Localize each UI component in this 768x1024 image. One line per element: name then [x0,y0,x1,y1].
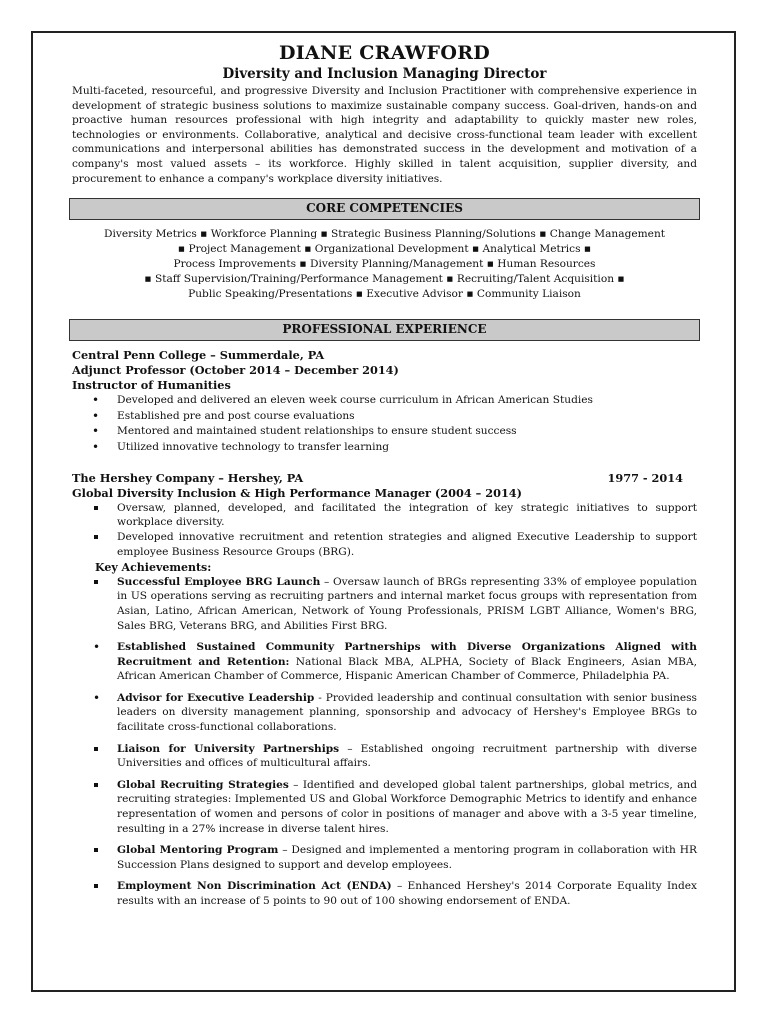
job-header-row [72,471,697,486]
list-item: • Established pre and post course evaluations [72,409,697,425]
job-role: Global Diversity Inclusion & High Performance Manager (2004 – 2014) [72,485,523,500]
job-central-penn [72,348,697,455]
candidate-title: Diversity and Inclusion Managing Director [222,66,547,82]
competency-line: Process Improvements ▪ Diversity Planning/Management ▪ Human Resources [173,258,596,271]
list-item: Oversaw, planned, developed, and facilitated the integration of key strategic initiatives to support workplace diversity. [72,501,697,531]
achievement-separator: - [314,691,326,704]
achievement-item [72,843,697,872]
achievement-item [72,640,697,684]
competency-line: Diversity Metrics ▪ Workforce Planning ▪ Strategic Business Planning/Solutions ▪ Change Management [103,228,666,241]
achievement-text: Enhanced Hershey's 2014 Corporate Equality Index results with an increase of 5 points to 90 out of 100 showing endorsement of ENDA. [117,880,697,907]
achievement-item [72,575,697,633]
competencies-list [72,227,697,302]
job-hershey [72,471,697,909]
achievement-title: Liaison for University Partnerships [117,742,340,755]
achievement-separator: – [339,742,361,755]
achievement-title: Employment Non Discrimination Act (ENDA) [117,880,392,893]
key-achievements-label: Key Achievements: [95,560,212,574]
job-role: Adjunct Professor (October 2014 – December 2014) [72,363,399,378]
achievement-title: Global Recruiting Strategies [117,778,289,791]
achievement-item [72,691,697,735]
job-duties-list [72,501,697,560]
resume-content [72,42,697,916]
achievement-text: Provided leadership and continual consultation with senior business leaders on diversity management planning, sponsorship and advocacy of Hershey's Employee BRGs to facilitate cross-functional collaborations. [117,691,697,734]
achievement-separator: – [391,880,408,893]
job-dates: 1977 - 2014 [607,470,683,485]
achievement-separator: – [320,575,333,588]
achievement-text: Oversaw launch of BRGs representing 33% of employee population in US operations serving as recruiting partners and internal market focus groups with representation from Asian, Latino, African American, Network of Young Professionals, PRISM LGBT Alliance, Women's BRG, Sales BRG, Veterans BRG, and Abilities First BRG. [117,575,697,632]
achievement-item [72,778,697,836]
competency-line: ▪ Staff Supervision/Training/Performance Management ▪ Recruiting/Talent Acquisition ▪ [144,273,625,286]
achievement-separator: – [278,844,292,857]
candidate-name: DIANE CRAWFORD [278,42,491,64]
achievement-text: Designed and implemented a mentoring program in collaboration with HR Succession Plans designed to support and develop employees. [117,844,697,871]
job-company: The Hershey Company – Hershey, PA [72,470,304,485]
achievement-title: Established Sustained Community Partnerships with Diverse Organizations Aligned with Recruitment and Retention: [117,641,697,668]
achievement-separator: – [288,778,303,791]
competency-line: ▪ Project Management ▪ Organizational Development ▪ Analytical Metrics ▪ [177,243,592,256]
achievement-item [72,879,697,908]
job-duties-list [72,393,697,455]
achievements-list [72,575,697,909]
achievement-item [72,742,697,771]
list-item: • Utilized innovative technology to transfer learning [72,440,697,456]
list-item: • Developed and delivered an eleven week course curriculum in African American Studies [72,393,697,409]
achievement-text: National Black MBA, ALPHA, Society of Black Engineers, Asian MBA, African American Chamber of Commerce, Hispanic American Chamber of Commerce, Philadelphia PA. [117,655,697,683]
job-subrole: Instructor of Humanities [72,378,231,393]
list-item: Developed innovative recruitment and retention strategies and aligned Executive Leadership to support employee Business Resource Groups (BRG). [72,530,697,560]
job-company: Central Penn College – Summerdale, PA [72,348,325,363]
achievement-text: Identified and developed global talent partnerships, global metrics, and recruiting strategies: Implemented US and Global Workforce Demographic Metrics to identify and enhance representation of women and persons of color in positions of manager and above with a 3-5 year timeline, resulting in a 27% increase in diverse talent hires. [117,778,697,835]
professional-experience-heading: PROFESSIONAL EXPERIENCE [69,319,700,341]
list-item: • Mentored and maintained student relationships to ensure student success [72,424,697,440]
summary-paragraph: Multi-faceted, resourceful, and progressive Diversity and Inclusion Practitioner with comprehensive experience in development of strategic business solutions to maximize sustainable company success. Goal-driven, hands-on and proactive human resources professional with high integrity and adaptability to quickly master new roles, technologies or environments. Collaborative, analytical and decisive cross-functional team leader with excellent communications and interpersonal abilities has demonstrated success in the development and motivation of a company's most valued assets – its workforce. Highly skilled in talent acquisition, supplier diversity, and procurement to enhance a company's workplace diversity initiatives. [72,85,697,185]
achievement-title: Advisor for Executive Leadership [117,691,315,704]
achievement-title: Successful Employee BRG Launch [117,575,321,588]
achievement-text: Established ongoing recruitment partnership with diverse Universities and offices of multicultural affairs. [117,742,698,770]
competency-line: Public Speaking/Presentations ▪ Executive Advisor ▪ Community Liaison [188,288,581,301]
core-competencies-heading: CORE COMPETENCIES [69,198,700,220]
achievement-title: Global Mentoring Program [117,844,279,857]
